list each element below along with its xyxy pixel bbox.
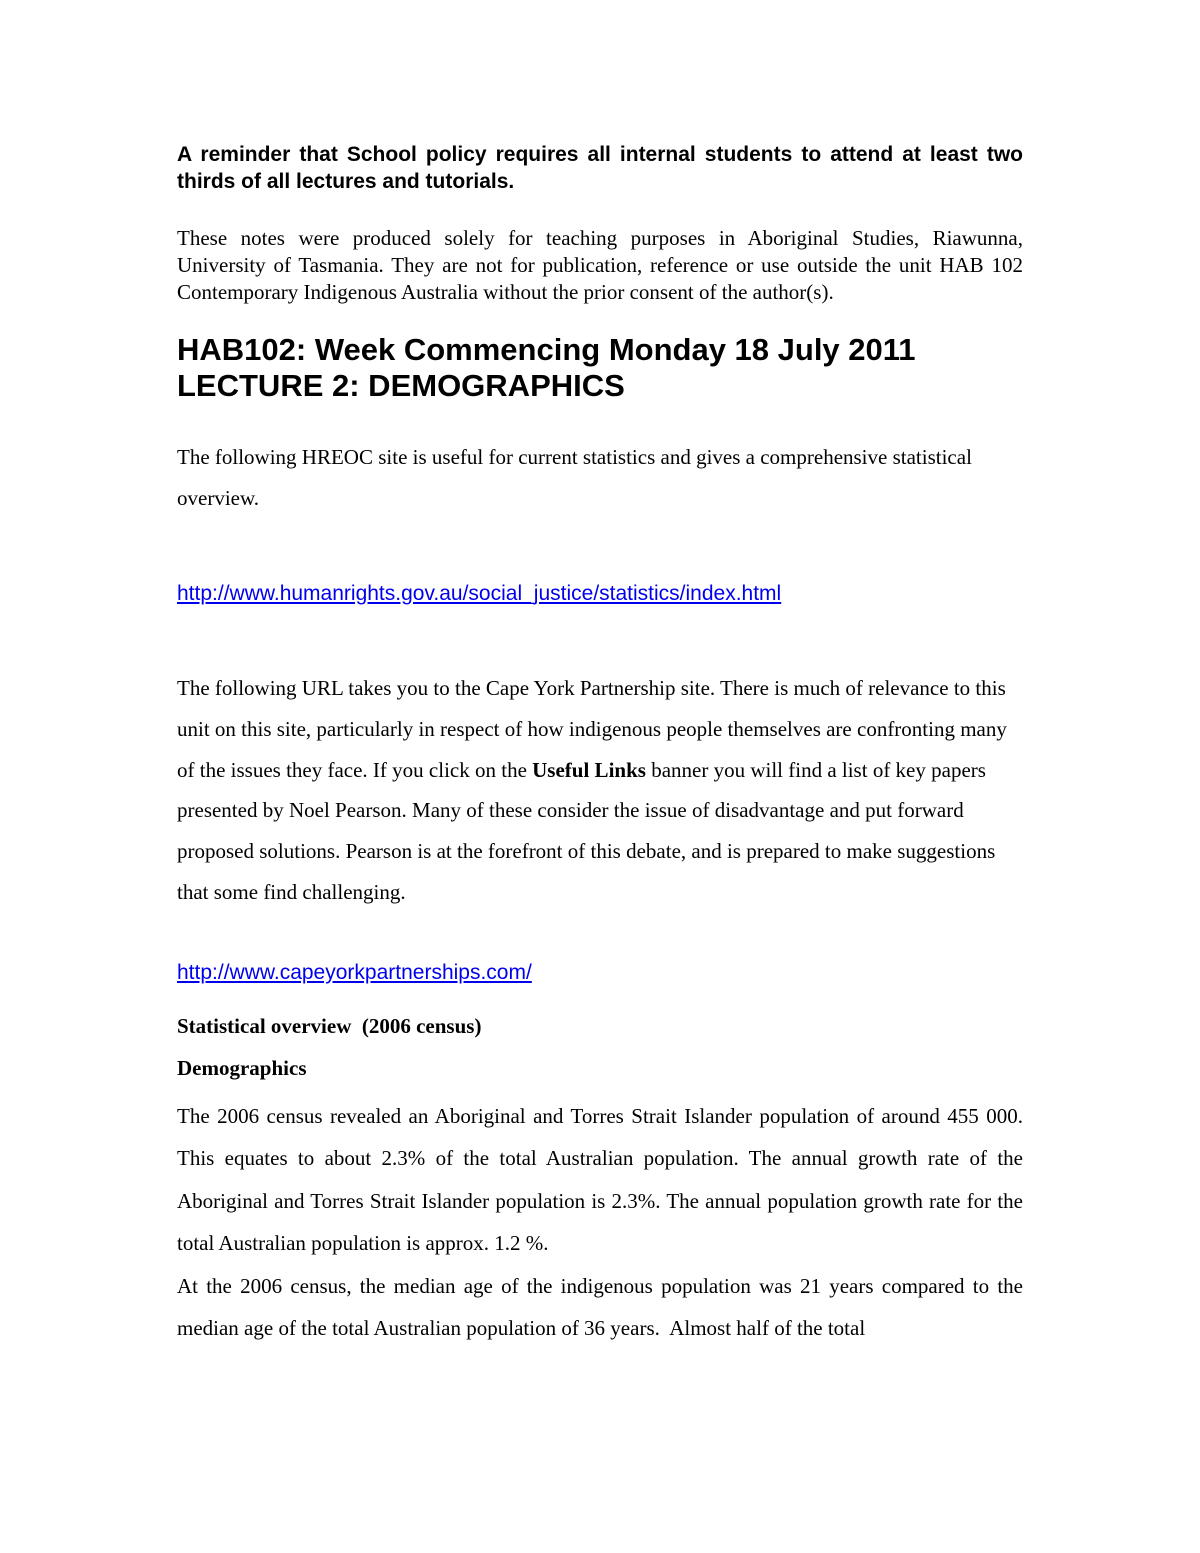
- title-line-week: HAB102: Week Commencing Monday 18 July 2011: [177, 332, 916, 367]
- cape-york-paragraph: [177, 668, 1023, 913]
- hreoc-statistics-link[interactable]: http://www.humanrights.gov.au/social_justice/statistics/index.html: [177, 582, 782, 605]
- demographics-heading: Demographics: [177, 1056, 307, 1080]
- useful-links-emphasis: Useful Links: [532, 757, 646, 782]
- usage-notice: These notes were produced solely for teaching purposes in Aboriginal Studies, Riawunna, University of Tasmania. They are not for publication, reference or use outside the unit HAB 102 Contemporary Indigenous Australia without the prior consent of the author(s).: [177, 226, 1023, 304]
- cape-text-after: banner you will find a list of key papers presented by Noel Pearson. Many of these consider the issue of disadvantage and put forward proposed solutions. Pearson is at the forefront of this debate, and is prepared to make suggestions that some find challenging.: [177, 757, 996, 904]
- cape-text-before: The following URL takes you to the Cape York Partnership site. There is much of relevance to this unit on this site, particularly in respect of how indigenous people themselves are confronting many of the issues they face. If you click on the: [177, 676, 1007, 782]
- demographics-paragraph-population: The 2006 census revealed an Aboriginal and Torres Strait Islander population of around 455 000. This equates to about 2.3% of the total Australian population. The annual growth rate of the Aboriginal and Torres Strait Islander population is 2.3%. The annual population growth rate for the total Australian population is approx. 1.2 %.: [177, 1104, 1023, 1256]
- hreoc-paragraph: The following HREOC site is useful for current statistics and gives a comprehensive statistical overview.: [177, 445, 972, 510]
- statistical-overview-heading: Statistical overview (2006 census): [177, 1014, 482, 1038]
- demographics-body: [177, 1095, 1029, 1349]
- page-title: [177, 332, 916, 404]
- demographics-paragraph-median-age: At the 2006 census, the median age of the indigenous population was 21 years compared to the median age of the total Australian population of 36 years. Almost half of the total: [177, 1273, 1029, 1341]
- attendance-reminder: A reminder that School policy requires all internal students to attend at least two thirds of all lectures and tutorials.: [177, 143, 1023, 193]
- title-line-lecture: LECTURE 2: DEMOGRAPHICS: [177, 368, 625, 403]
- document-page: [177, 141, 1029, 1341]
- cape-york-link[interactable]: http://www.capeyorkpartnerships.com/: [177, 961, 532, 984]
